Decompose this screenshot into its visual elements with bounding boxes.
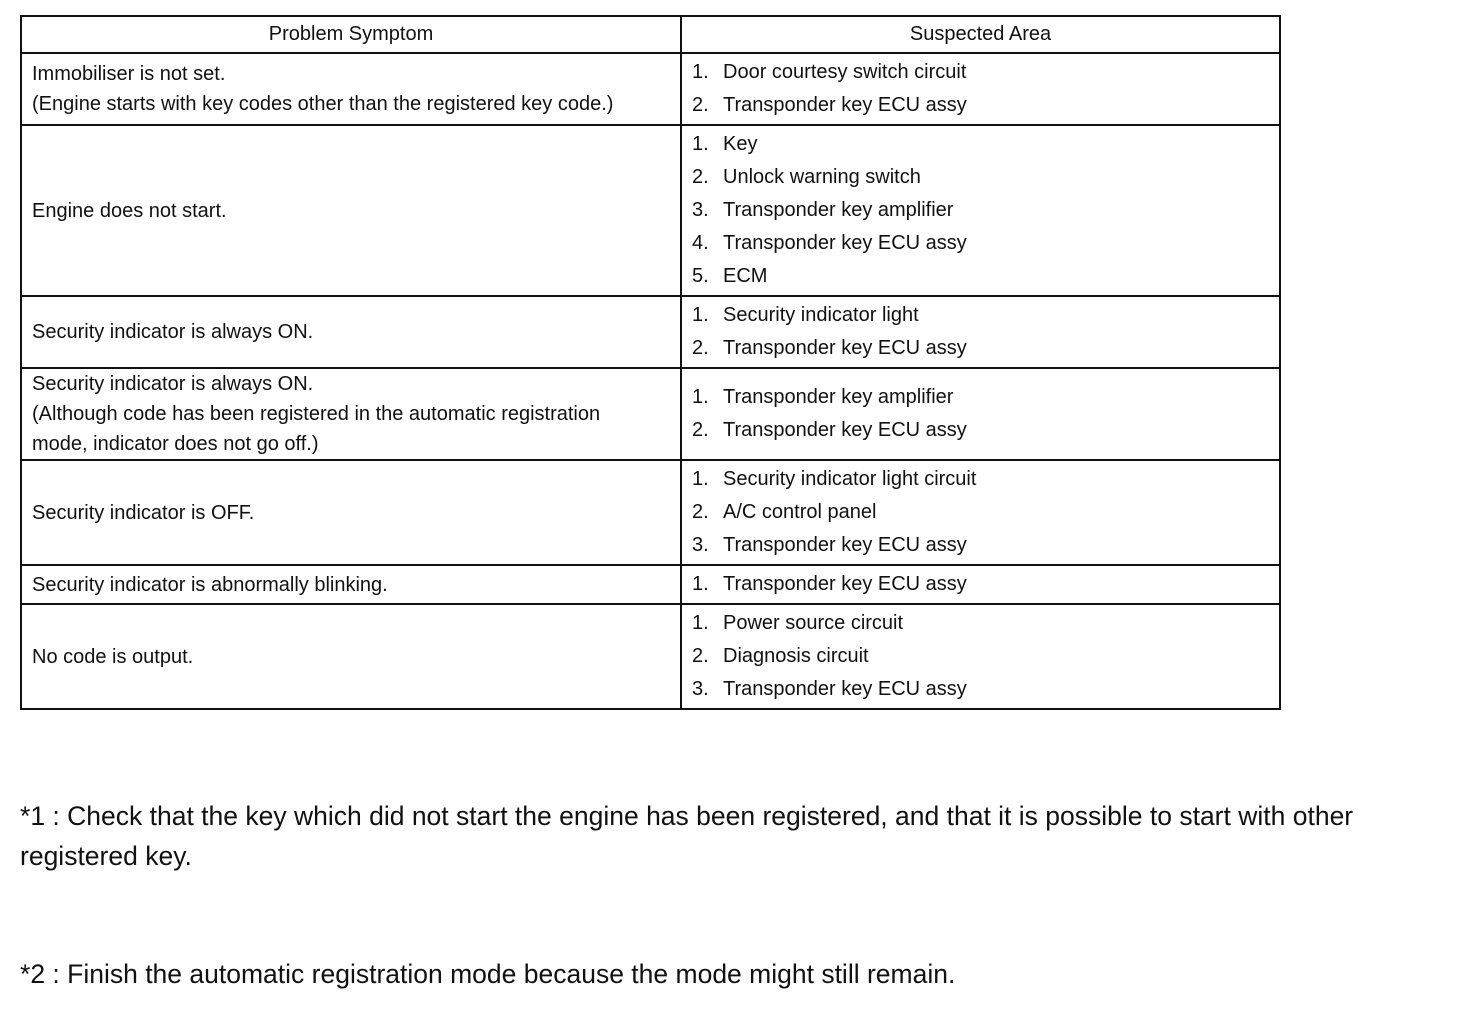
- symptom-text: Security indicator is always ON.: [32, 321, 314, 343]
- table-row: [21, 53, 1280, 125]
- list-item-text: Door courtesy switch circuit: [723, 61, 967, 83]
- symptom-text: (Although code has been registered in the automatic registration: [32, 403, 601, 425]
- footnote-1: *1 : Check that the key which did not start the engine has been registered, and that it is possible to start with other registered key.: [20, 801, 1361, 871]
- list-item-text: Security indicator light: [723, 304, 919, 326]
- list-item-text: ECM: [723, 265, 768, 287]
- list-item: [692, 463, 1269, 496]
- footnotes: [20, 718, 1468, 1034]
- symptom-text: mode, indicator does not go off.): [32, 433, 319, 455]
- suspected-area-list: [692, 607, 1269, 706]
- list-item-text: Transponder key amplifier: [723, 386, 954, 408]
- problem-symptom-cell: [21, 460, 681, 565]
- suspected-area-cell: [681, 368, 1280, 460]
- header-suspected-area: Suspected Area: [681, 16, 1280, 53]
- suspected-area-list: [692, 381, 1269, 447]
- list-item-number: 4.: [692, 232, 709, 254]
- list-item-number: 2.: [692, 166, 709, 188]
- list-item-number: 2.: [692, 94, 709, 116]
- list-item: [692, 227, 1269, 260]
- list-item: [692, 128, 1269, 161]
- list-item-text: Power source circuit: [723, 612, 904, 634]
- table-row: [21, 565, 1280, 604]
- header-problem-symptom: Problem Symptom: [21, 16, 681, 53]
- list-item: [692, 640, 1269, 673]
- list-item: [692, 381, 1269, 414]
- list-item-text: Transponder key ECU assy: [723, 419, 967, 441]
- list-item: [692, 56, 1269, 89]
- list-item-text: Transponder key ECU assy: [723, 94, 967, 116]
- list-item-number: 1.: [692, 386, 709, 408]
- list-item: [692, 332, 1269, 365]
- suspected-area-cell: [681, 565, 1280, 604]
- list-item-number: 3.: [692, 678, 709, 700]
- suspected-area-cell: [681, 460, 1280, 565]
- list-item-text: Diagnosis circuit: [723, 645, 869, 667]
- list-item-number: 2.: [692, 645, 709, 667]
- list-item: [692, 529, 1269, 562]
- symptom-text: Engine does not start.: [32, 199, 227, 222]
- list-item-text: A/C control panel: [723, 501, 877, 523]
- list-item-number: 1.: [692, 61, 709, 83]
- problem-symptom-cell: [21, 296, 681, 368]
- list-item-text: Transponder key ECU assy: [723, 573, 967, 595]
- list-item-number: 2.: [692, 419, 709, 441]
- problem-symptom-cell: [21, 125, 681, 296]
- list-item-number: 2.: [692, 337, 709, 359]
- list-item: [692, 607, 1269, 640]
- symptom-text: Security indicator is OFF.: [32, 501, 255, 524]
- symptom-text: Security indicator is abnormally blinking.: [32, 573, 388, 596]
- list-item: [692, 194, 1269, 227]
- table-row: [21, 460, 1280, 565]
- list-item-number: 3.: [692, 199, 709, 221]
- list-item: [692, 260, 1269, 293]
- problem-symptom-cell: [21, 368, 681, 460]
- suspected-area-list: [692, 299, 1269, 365]
- problem-symptom-cell: [21, 53, 681, 125]
- problem-symptom-cell: [21, 604, 681, 709]
- list-item: [692, 299, 1269, 332]
- list-item-number: 1.: [692, 573, 709, 595]
- list-item-number: 5.: [692, 265, 709, 287]
- suspected-area-list: [692, 568, 1269, 601]
- symptom-text: Security indicator is always ON.: [32, 373, 314, 395]
- symptom-text: (Engine starts with key codes other than the registered key code.): [32, 93, 614, 115]
- table-row: [21, 125, 1280, 296]
- list-item-text: Transponder key ECU assy: [723, 678, 967, 700]
- list-item-number: 1.: [692, 612, 709, 634]
- suspected-area-list: [692, 56, 1269, 122]
- list-item-number: 3.: [692, 534, 709, 556]
- footnote-2: *2 : Finish the automatic registration mode because the mode might still remain.: [20, 959, 956, 989]
- list-item-text: Transponder key ECU assy: [723, 232, 967, 254]
- suspected-area-cell: [681, 604, 1280, 709]
- list-item-number: 1.: [692, 468, 709, 490]
- list-item: [692, 496, 1269, 529]
- list-item: [692, 89, 1269, 122]
- list-item-text: Unlock warning switch: [723, 166, 921, 188]
- list-item-text: Transponder key amplifier: [723, 199, 954, 221]
- symptom-text: No code is output.: [32, 645, 194, 668]
- problem-symptoms-table: [20, 15, 1281, 710]
- suspected-area-cell: [681, 125, 1280, 296]
- table-row: [21, 296, 1280, 368]
- list-item-text: Key: [723, 133, 758, 155]
- suspected-area-cell: [681, 53, 1280, 125]
- list-item-text: Transponder key ECU assy: [723, 534, 967, 556]
- troubleshooting-sheet: [20, 15, 1279, 710]
- table-row: [21, 368, 1280, 460]
- problem-symptom-cell: [21, 565, 681, 604]
- suspected-area-cell: [681, 296, 1280, 368]
- list-item-text: Transponder key ECU assy: [723, 337, 967, 359]
- suspected-area-list: [692, 128, 1269, 293]
- list-item: [692, 414, 1269, 447]
- list-item-number: 2.: [692, 501, 709, 523]
- list-item: [692, 568, 1269, 601]
- header-row: [21, 16, 1280, 53]
- list-item: [692, 673, 1269, 706]
- suspected-area-list: [692, 463, 1269, 562]
- list-item-number: 1.: [692, 133, 709, 155]
- symptom-text: Immobiliser is not set.: [32, 63, 226, 85]
- list-item: [692, 161, 1269, 194]
- list-item-number: 1.: [692, 304, 709, 326]
- table-row: [21, 604, 1280, 709]
- list-item-text: Security indicator light circuit: [723, 468, 977, 490]
- table-body: [21, 53, 1280, 709]
